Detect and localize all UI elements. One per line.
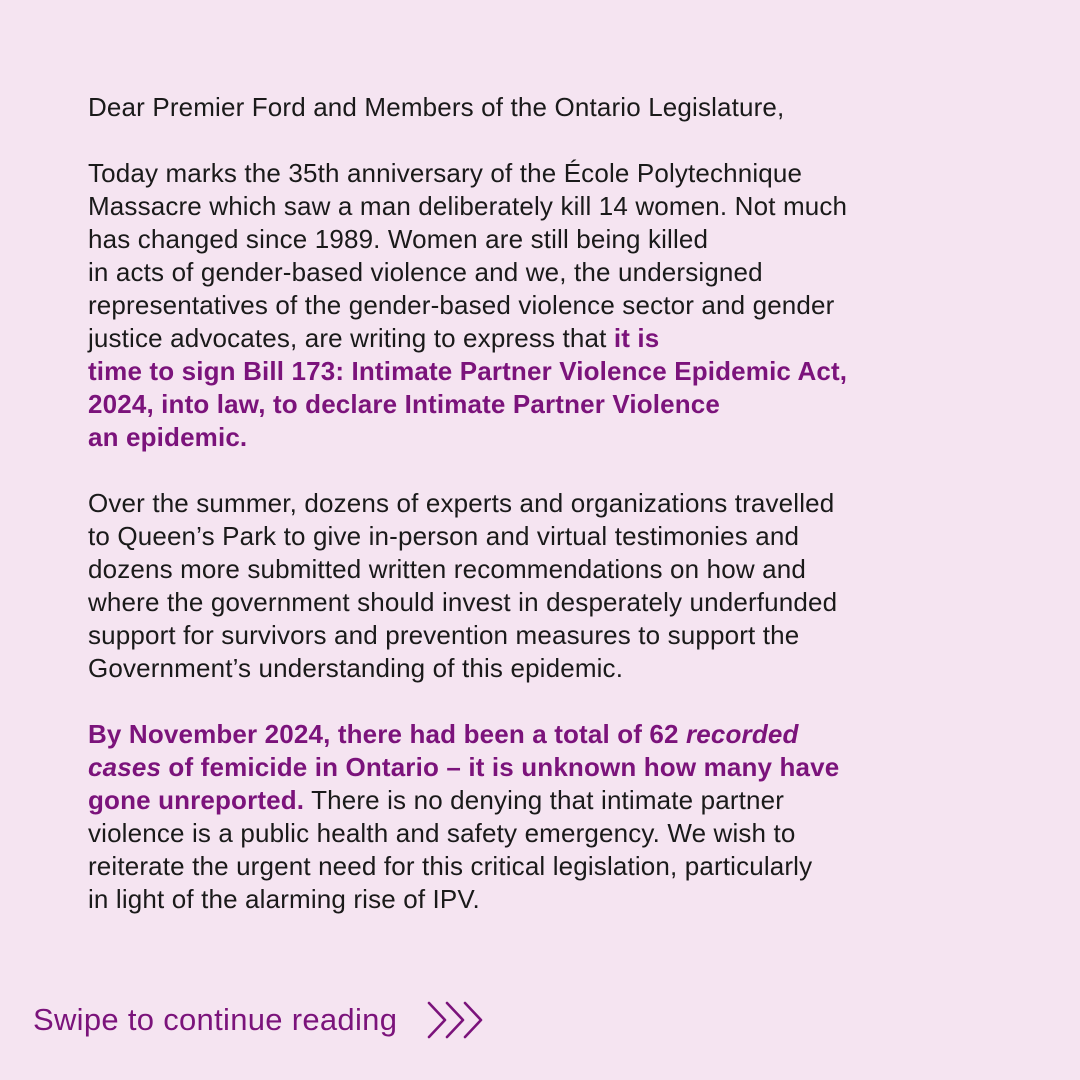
salutation: Dear Premier Ford and Members of the Ontario Legislature,	[88, 92, 785, 122]
text-line: representatives of the gender-based violence sector and gender	[88, 290, 835, 320]
text-line: violence is a public health and safety emergency. We wish to	[88, 818, 796, 848]
text-line: in light of the alarming rise of IPV.	[88, 884, 480, 914]
highlight-italic-text: cases	[88, 752, 162, 782]
text-line: Over the summer, dozens of experts and organizations travelled	[88, 488, 835, 518]
text-line: support for survivors and prevention measures to support the	[88, 620, 800, 650]
swipe-label: Swipe to continue reading	[33, 1002, 398, 1037]
text-line: to Queen’s Park to give in-person and virtual testimonies and	[88, 521, 800, 551]
open-letter	[88, 91, 1008, 949]
highlight-text: 2024, into law, to declare Intimate Partner Violence	[88, 389, 721, 419]
text-line: Today marks the 35th anniversary of the École Polytechnique	[88, 158, 803, 188]
text-line: has changed since 1989. Women are still being killed	[88, 224, 709, 254]
highlight-text: it is	[613, 323, 660, 353]
highlight-text: an epidemic.	[88, 422, 248, 452]
text-line: Massacre which saw a man deliberately kill 14 women. Not much	[88, 191, 848, 221]
triple-chevron-right-icon	[425, 999, 491, 1041]
text-line: justice advocates, are writing to express that	[88, 323, 614, 353]
paragraph-anniversary	[88, 157, 1008, 454]
text-line: Government’s understanding of this epidemic.	[88, 653, 624, 683]
text-line: reiterate the urgent need for this critical legislation, particularly	[88, 851, 813, 881]
text-line: There is no denying that intimate partner	[304, 785, 785, 815]
highlight-italic-text: recorded	[686, 719, 799, 749]
highlight-text: By November 2024, there had been a total of 62	[88, 719, 687, 749]
text-line: dozens more submitted written recommendations on how and	[88, 554, 806, 584]
paragraph-femicide	[88, 718, 1008, 916]
highlight-text: gone unreported.	[88, 785, 305, 815]
text-line: in acts of gender-based violence and we, the undersigned	[88, 257, 763, 287]
text-line: where the government should invest in desperately underfunded	[88, 587, 838, 617]
paragraph-testimonies	[88, 487, 1008, 685]
swipe-to-continue-link[interactable]	[33, 999, 491, 1041]
highlight-text: of femicide in Ontario – it is unknown how many have	[161, 752, 840, 782]
highlight-text: time to sign Bill 173: Intimate Partner Violence Epidemic Act,	[88, 356, 848, 386]
